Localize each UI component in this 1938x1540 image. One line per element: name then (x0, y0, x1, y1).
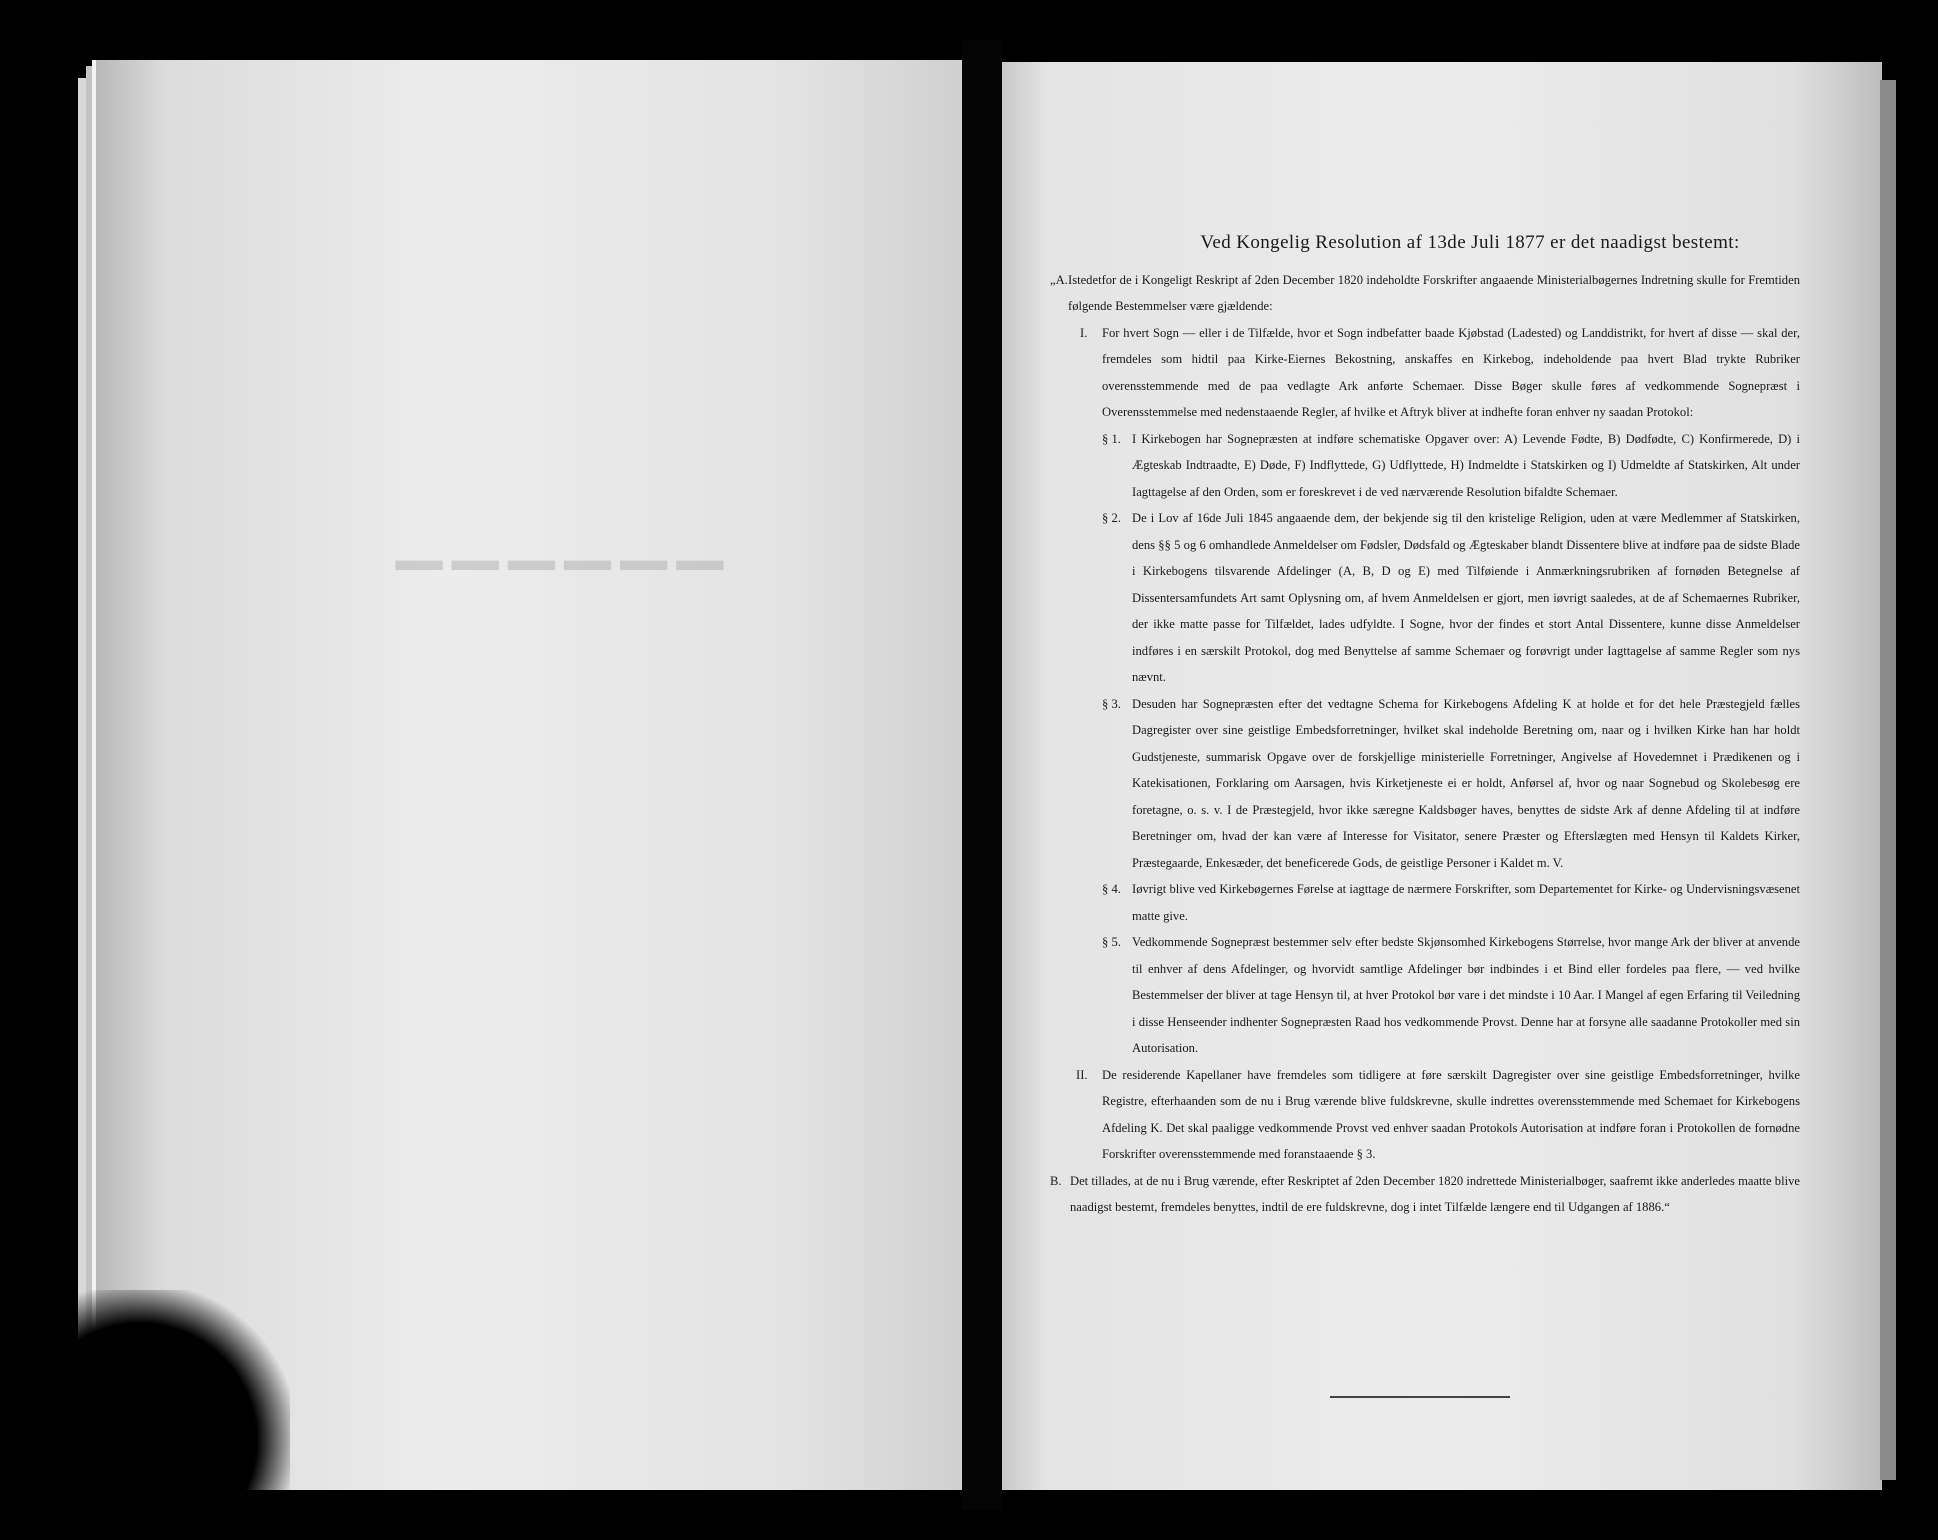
paragraph-label: § 1. (1102, 431, 1121, 446)
section-a (1050, 267, 1800, 320)
section-i (1080, 320, 1800, 426)
paragraph-text: Desuden har Sognepræsten efter det vedtagne Schema for Kirkebogens Afdeling K at holde et for det hele Præstegjeld fælles Dagregister over sine geistlige Embedsforretninger, hvilket skal indeholde Beretning om, naar og i hvilken Kirke han har holdt Gudstjeneste, summarisk Opgave over de forskjellige ministerielle Forretninger, Angivelse af Hovedemnet i Prædikenen og i Katekisationen, Forklaring om Aarsagen, hvis Kirketjeneste ei er holdt, Anførsel af, hvor og naar Sognebud og Skolebesøg ere foretagne, o. s. v. I de Præstegjeld, hvor ikke særegne Kaldsbøger haves, benyttes de sidste Ark af denne Afdeling til at indføre Beretninger om, hvad der kan være af Interesse for Visitator, senere Præster og Efterslægten med Hensyn til Kaldets Kirker, Præstegaarde, Enkesæder, det beneficerede Gods, de geistlige Personer i Kaldet m. V. (1132, 696, 1800, 870)
paragraph-text: Iøvrigt blive ved Kirkebøgernes Førelse at iagttage de nærmere Forskrifter, som Departementet for Kirke- og Undervisningsvæsenet matte give. (1132, 882, 1800, 923)
section-a-intro: Istedetfor de i Kongeligt Reskript af 2den December 1820 indeholdte Forskrifter angaaende Ministerialbøgernes Indretning skulle for Fremtiden følgende Bestemmelser være gjældende: (1068, 272, 1800, 313)
paragraph-text: I Kirkebogen har Sognepræsten at indføre schematiske Opgaver over: A) Levende Fødte, B) Dødfødte, C) Konfirmerede, D) i Ægteskab Indtraadte, E) Døde, F) Indflyttede, G) Udflyttede, H) Indmeldte i Statskirken og I) Udmeldte af Statskirken, Alt under Iagttagelse af den Orden, som er foreskrevet i de ved nærværende Resolution bifaldte Schemaer. (1132, 431, 1800, 499)
section-ii (1076, 1062, 1800, 1168)
paragraph-text: De i Lov af 16de Juli 1845 angaaende dem, der bekjende sig til den kristelige Religion, uden at være Medlemmer af Statskirken, dens §§ 5 og 6 omhandlede Anmeldelser om Fødsler, Dødsfald og Ægteskaber blandt Dissentere blive at indføre paa de sidste Blade i Kirkebogens tilsvarende Afdelinger (A, B, D og E) med Tilføiende i Anmærkningsrubriken af fornøden Betegnelse af Dissentersamfundets Art samt Oplysning om, af hvem Anmeldelsen er gjort, men iøvrigt saaledes, at de af Schemaernes Rubriker, der ikke matte passe for Tilfældet, lades udfyldte. I Sogne, hvor der findes et stort Antal Dissentere, kunne disse Anmeldelser indføres i en særskilt Protokol, dog med Benyttelse af samme Schemaer og forøvrigt under Iagttagelse af samme Regler som nys nævnt. (1132, 511, 1800, 684)
section-b (1050, 1168, 1800, 1221)
section-label: B. (1050, 1173, 1062, 1188)
closing-rule (1330, 1396, 1510, 1398)
section-ii-text: De residerende Kapellaner have fremdeles som tidligere at føre særskilt Dagregister over sine geistlige Embedsforretninger, hvilke Registre, efterhaanden som de nu i Brug værende blive fuldskrevne, skulle indrettes overensstemmende med Schemaet for Kirkebogens Afdeling K. Det skal paaligge vedkommende Provst ved enhver saadan Protokols Autorisation at indføre foran i Protokollen de fornødne Forskrifter overensstemmende med foranstaaende § 3. (1102, 1067, 1800, 1161)
gutter (962, 40, 1002, 1510)
shadow (40, 1290, 290, 1540)
paragraph-label: § 2. (1102, 511, 1121, 525)
paragraph (1102, 426, 1800, 506)
paragraph-label: § 5. (1102, 935, 1121, 949)
section-i-text: For hvert Sogn — eller i de Tilfælde, hvor et Sogn indbefatter baade Kjøbstad (Ladested) og Landdistrikt, for hvert af disse — skal der, fremdeles som hidtil paa Kirke-Eiernes Bekostning, anskaffes en Kirkebog, indeholdende paa hvert Blad trykte Rubriker overensstemmende med de paa vedlagte Ark anførte Schemaer. Disse Bøger skulle føres af vedkommende Sognepræst i Overensstemmelse med nedenstaaende Regler, af hvilke et Aftryk bliver at indhefte foran enhver ny saadan Protokol: (1102, 325, 1800, 419)
paragraph-label: § 4. (1102, 882, 1121, 896)
section-label: „A. (1050, 272, 1068, 287)
section-label: I. (1080, 325, 1088, 340)
paragraph (1102, 876, 1800, 929)
resolution-text (1050, 230, 1800, 1221)
section-label: II. (1076, 1067, 1088, 1082)
bleed-through-mark: ▁▁▁▁▁▁ (396, 500, 733, 570)
heading: Ved Kongelig Resolution af 13de Juli 1877 er det naadigst bestemt: (1200, 232, 1740, 253)
paragraph-label: § 3. (1102, 696, 1121, 711)
paragraph-list (1102, 426, 1800, 1062)
paragraph-text: Vedkommende Sognepræst bestemmer selv efter bedste Skjønsomhed Kirkebogens Størrelse, hvor mange Ark der bliver at anvende til enhver af dens Afdelinger, og hvorvidt samtlige Afdelinger bør indbindes i et Bind eller fordeles paa flere, — ved hvilke Bestemmelser der bliver at tage Hensyn til, at hver Protokol bør vare i det mindste i 10 Aar. I Mangel af egen Erfaring til Veiledning i disse Henseender indhenter Sognepræsten Raad hos vedkommende Provst. Denne har at forsyne alle saadanne Protokoller med sin Autorisation. (1132, 935, 1800, 1055)
paragraph (1102, 505, 1800, 691)
section-b-text: Det tillades, at de nu i Brug værende, efter Reskriptet af 2den December 1820 indrettede Ministerialbøger, saafremt ikke anderledes maatte blive naadigst bestemt, fremdeles benyttes, indtil de ere fuldskrevne, dog i intet Tilfælde længere end til Udgangen af 1886.“ (1070, 1173, 1800, 1214)
right-page-edge (1880, 80, 1896, 1480)
paragraph (1102, 929, 1800, 1062)
paragraph (1102, 691, 1800, 877)
left-page (92, 60, 966, 1490)
